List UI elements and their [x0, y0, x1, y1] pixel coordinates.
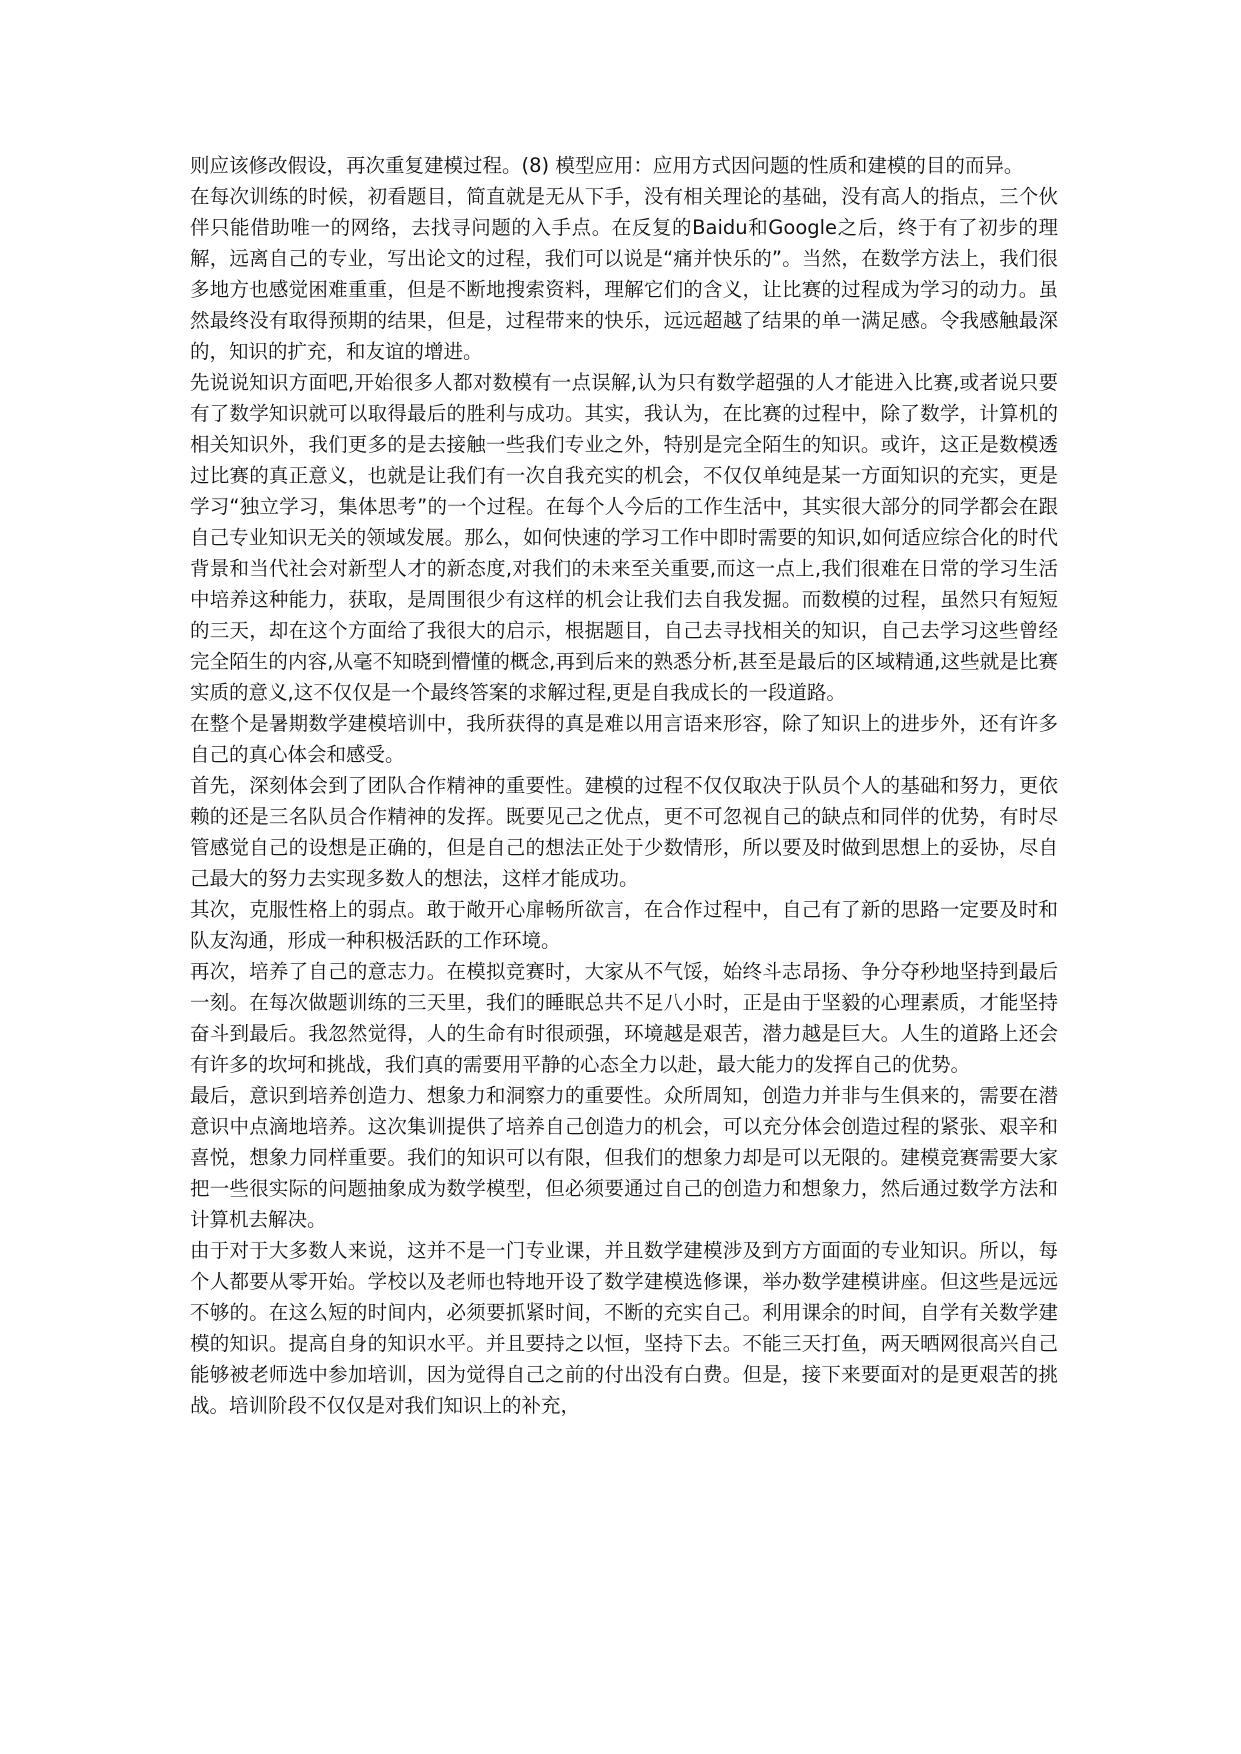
- paragraph-6: 其次，克服性格上的弱点。敢于敞开心扉畅所欲言，在合作过程中，自己有了新的思路一定要及时和队友沟通，形成一种积极活跃的工作环境。: [190, 898, 1058, 952]
- paragraph-2: 在每次训练的时候，初看题目，简直就是无从下手，没有相关理论的基础，没有高人的指点，三个伙伴只能借助唯一的网络，去找寻问题的入手点。在反复的Baidu和Google之后，终于有了初步的理解，远离自己的专业，写出论文的过程，我们可以说是“痛并快乐的”。当然，在数学方法上，我们很多地方也感觉困难重重，但是不断地搜索资料，理解它们的含义，让比赛的过程成为学习的动力。虽然最终没有取得预期的结果，但是，过程带来的快乐，远远超越了结果的单一满足感。令我感触最深的，知识的扩充，和友谊的增进。: [190, 185, 1058, 363]
- paragraph-7: 再次，培养了自己的意志力。在模拟竞赛时，大家从不气馁，始终斗志昂扬、争分夺秒地坚持到最后一刻。在每次做题训练的三天里，我们的睡眠总共不足八小时，正是由于坚毅的心理素质，才能坚持奋斗到最后。我忽然觉得，人的生命有时很顽强，环境越是艰苦，潜力越是巨大。人生的道路上还会有许多的坎坷和挑战，我们真的需要用平静的心态全力以赴，最大能力的发挥自己的优势。: [190, 960, 1058, 1076]
- paragraph-9: 由于对于大多数人来说，这并不是一门专业课，并且数学建模涉及到方方面面的专业知识。所以，每个人都要从零开始。学校以及老师也特地开设了数学建模选修课，举办数学建模讲座。但这些是远远不够的。在这么短的时间内，必须要抓紧时间，不断的充实自己。利用课余的时间，自学有关数学建模的知识。提高自身的知识水平。并且要持之以恒，坚持下去。不能三天打鱼，两天晒网很高兴自己能够被老师选中参加培训，因为觉得自己之前的付出没有白费。但是，接下来要面对的是更艰苦的挑战。培训阶段不仅仅是对我们知识上的补充，: [190, 1239, 1058, 1417]
- paragraph-5: 首先，深刻体会到了团队合作精神的重要性。建模的过程不仅仅取决于队员个人的基础和努力，更依赖的还是三名队员合作精神的发挥。既要见己之优点，更不可忽视自己的缺点和同伴的优势，有时尽管感觉自己的设想是正确的，但是自己的想法正处于少数情形，所以要及时做到思想上的妥协，尽自己最大的努力去实现多数人的想法，这样才能成功。: [190, 774, 1058, 890]
- paragraph-8: 最后，意识到培养创造力、想象力和洞察力的重要性。众所周知，创造力并非与生俱来的，需要在潜意识中点滴地培养。这次集训提供了培养自己创造力的机会，可以充分体会创造过程的紧张、艰辛和喜悦，想象力同样重要。我们的知识可以有限，但我们的想象力却是可以无限的。建模竞赛需要大家把一些很实际的问题抽象成为数学模型，但必须要通过自己的创造力和想象力，然后通过数学方法和计算机去解决。: [190, 1084, 1058, 1231]
- paragraph-3: 先说说知识方面吧,开始很多人都对数模有一点误解,认为只有数学超强的人才能进入比赛,或者说只要有了数学知识就可以取得最后的胜利与成功。其实，我认为，在比赛的过程中，除了数学，计算机的相关知识外，我们更多的是去接触一些我们专业之外，特别是完全陌生的知识。或许，这正是数模透过比赛的真正意义，也就是让我们有一次自我充实的机会，不仅仅单纯是某一方面知识的充实，更是学习“独立学习，集体思考”的一个过程。在每个人今后的工作生活中，其实很大部分的同学都会在跟自己专业知识无关的领域发展。那么，如何快速的学习工作中即时需要的知识,如何适应综合化的时代背景和当代社会对新型人才的新态度,对我们的未来至关重要,而这一点上,我们很难在日常的学习生活中培养这种能力，获取，是周围很少有这样的机会让我们去自我发掘。而数模的过程，虽然只有短短的三天，却在这个方面给了我很大的启示，根据题目，自己去寻找相关的知识，自己去学习这些曾经完全陌生的内容,从毫不知晓到懵懂的概念,再到后来的熟悉分析,甚至是最后的区域精通,这些就是比赛实质的意义,这不仅仅是一个最终答案的求解过程,更是自我成长的一段道路。: [190, 371, 1058, 704]
- paragraph-1: 则应该修改假设，再次重复建模过程。(8) 模型应用：应用方式因问题的性质和建模的目的而异。: [190, 154, 1024, 177]
- paragraph-4: 在整个是暑期数学建模培训中，我所获得的真是难以用言语来形容，除了知识上的进步外，还有许多自己的真心体会和感受。: [190, 712, 1058, 766]
- document-body: [190, 150, 1058, 1421]
